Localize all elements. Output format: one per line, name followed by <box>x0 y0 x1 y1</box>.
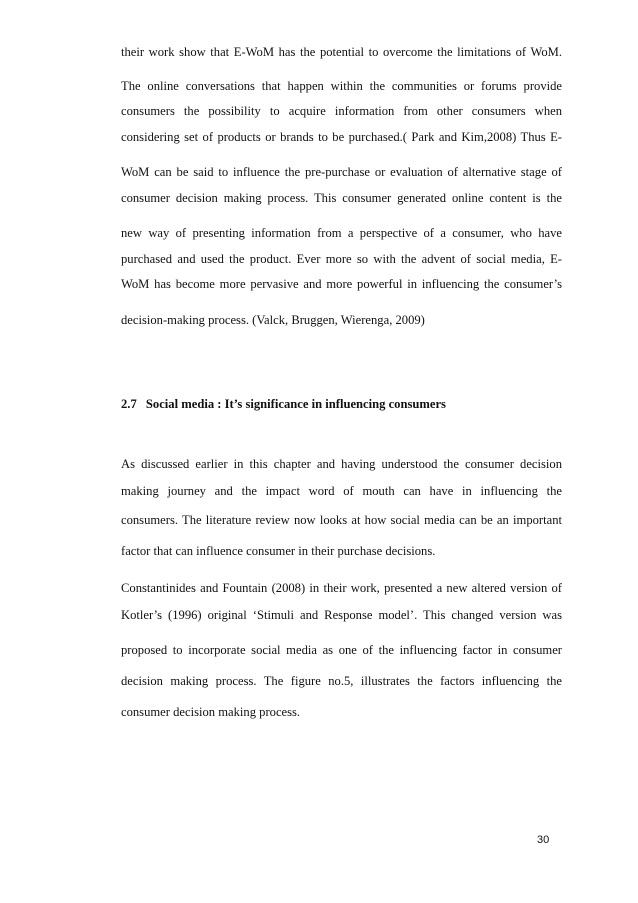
text-line: The online conversations that happen within the communities or forums provide <box>121 79 562 93</box>
section-number: 2.7 <box>121 397 137 411</box>
section-heading <box>121 397 446 412</box>
page-number: 30 <box>537 834 550 846</box>
text-line: considering set of products or brands to be purchased.( Park and Kim,2008) Thus E- <box>121 130 562 144</box>
text-line: WoM can be said to influence the pre-purchase or evaluation of alternative stage of <box>121 165 562 179</box>
text-line: consumer decision making process. <box>121 705 301 719</box>
text-line: consumers the possibility to acquire information from other consumers when <box>121 104 562 118</box>
text-line: decision-making process. (Valck, Bruggen, Wierenga, 2009) <box>121 313 425 327</box>
text-line: consumer decision making process. This consumer generated online content is the <box>121 191 562 205</box>
text-line: proposed to incorporate social media as one of the influencing factor in consumer <box>121 643 562 657</box>
text-line: Kotler’s (1996) original ‘Stimuli and Response model’. This changed version was <box>121 608 562 622</box>
text-line: their work show that E-WoM has the potential to overcome the limitations of WoM. <box>121 45 562 59</box>
text-line: WoM has become more pervasive and more powerful in influencing the consumer’s <box>121 277 562 291</box>
section-title: Social media : It’s significance in influencing consumers <box>145 397 446 411</box>
text-line: factor that can influence consumer in their purchase decisions. <box>121 544 436 558</box>
text-line: consumers. The literature review now looks at how social media can be an important <box>121 513 562 527</box>
text-line: making journey and the impact word of mouth can have in influencing the <box>121 484 562 498</box>
text-line: Constantinides and Fountain (2008) in their work, presented a new altered version of <box>121 581 562 595</box>
text-line: As discussed earlier in this chapter and having understood the consumer decision <box>121 457 562 471</box>
text-line: decision making process. The figure no.5, illustrates the factors influencing the <box>121 674 562 688</box>
text-line: new way of presenting information from a perspective of a consumer, who have <box>121 226 562 240</box>
text-line: purchased and used the product. Ever more so with the advent of social media, E- <box>121 252 562 266</box>
